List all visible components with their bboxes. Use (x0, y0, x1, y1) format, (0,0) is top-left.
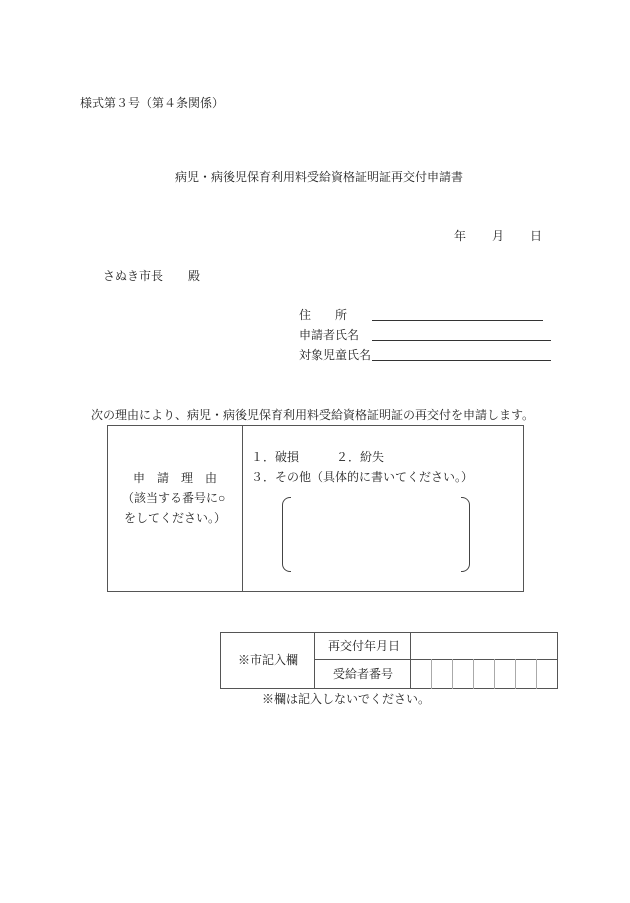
reason-label-note-2: をしてください。） (124, 511, 227, 525)
reason-table-divider (242, 425, 243, 592)
right-bracket (461, 497, 470, 572)
digit-divider (452, 659, 453, 689)
reason-label-note-1: （該当する番号に○ (122, 491, 226, 505)
address-label: 住 所 (299, 308, 348, 322)
date-month-label: 月 (492, 229, 505, 243)
office-row-divider (314, 659, 558, 660)
applicant-name-label: 申請者氏名 (299, 328, 360, 342)
digit-divider (494, 659, 495, 689)
addressee-name: さぬき市長 (103, 269, 164, 283)
reissue-date-label: 再交付年月日 (328, 639, 401, 653)
reason-label-title: 申 請 理 由 (133, 471, 218, 485)
page-title: 病児・病後児保育利用料受給資格証明証再交付申請書 (175, 170, 464, 184)
reason-option-other[interactable]: ３．その他（具体的に書いてください。） (251, 470, 474, 484)
child-name-field[interactable] (372, 360, 551, 361)
digit-divider (536, 659, 537, 689)
digit-divider (515, 659, 516, 689)
date-year-label: 年 (454, 229, 467, 243)
recipient-number-label: 受給者番号 (333, 667, 394, 681)
statement: 次の理由により、病児・病後児保育利用料受給資格証明証の再交付を申請します。 (91, 408, 535, 422)
address-field[interactable] (372, 320, 543, 321)
child-name-label: 対象児童氏名 (299, 348, 372, 362)
form-number: 様式第３号（第４条関係） (80, 96, 225, 110)
office-divider-2 (410, 632, 411, 689)
office-use-header: ※市記入欄 (238, 653, 299, 667)
office-use-note: ※欄は記入しないでください。 (262, 692, 431, 706)
date-day-label: 日 (530, 229, 543, 243)
digit-divider (431, 659, 432, 689)
other-detail-field[interactable] (282, 497, 470, 572)
office-divider-1 (314, 632, 315, 689)
digit-divider (473, 659, 474, 689)
left-bracket (282, 497, 291, 572)
reason-option-lost[interactable]: ２．紛失 (336, 450, 385, 464)
reason-option-damaged[interactable]: １．破損 (251, 450, 300, 464)
applicant-name-field[interactable] (372, 340, 551, 341)
addressee-honorific: 殿 (188, 269, 201, 283)
